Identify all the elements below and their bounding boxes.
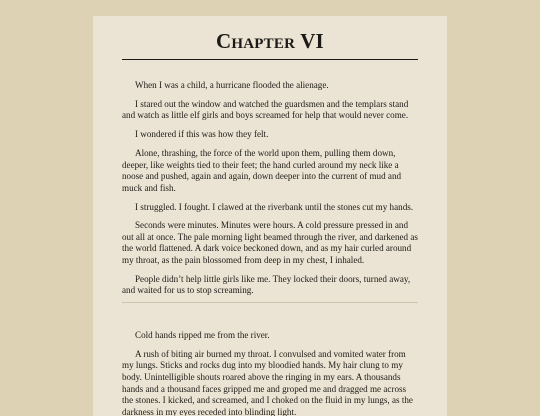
paragraph: People didn’t help little girls like me. They locked their doors, turned away, and waited for us to stop screaming.: [122, 273, 411, 296]
book-page: [93, 16, 447, 416]
paragraph: A rush of biting air burned my throat. I convulsed and vomited water from my lungs. Sticks and rocks dug into my bloodied hands. My hair clung to my body. Unintelligible shouts roared above the ringing in my ears. A thousands hands and a thousand faces gripped me and groped me and dragged me across the stones. I kicked, and screamed, and I choked on the fluid in my lungs, as the darkness in my eyes receded into blinding light.: [122, 348, 413, 416]
chapter-title: Chapter VI: [216, 29, 324, 53]
paragraph: I struggled. I fought. I clawed at the riverbank until the stones cut my hands.: [135, 201, 414, 212]
paragraph: Seconds were minutes. Minutes were hours. A cold pressure pressed in and out all at once. The pale morning light beamed through the river, and darkened as the world flattened. A dark voice beckoned down, and as my hair curled around my throat, as the pain blossomed from deep in my chest, I inhaled.: [122, 220, 418, 266]
paragraph: Alone, thrashing, the force of the world upon them, pulling them down, deeper, like weights tied to their feet; the hand curled around my neck like a noose and pushed, again and again, down deeper into the current of mud and muck and fish.: [122, 147, 402, 193]
scene-break-divider: [122, 302, 418, 303]
section-2-text: [122, 330, 418, 416]
title-underline: [122, 59, 418, 60]
paragraph: Cold hands ripped me from the river.: [135, 330, 270, 340]
paragraph: I wondered if this was how they felt.: [135, 129, 269, 140]
paragraph: I stared out the window and watched the guardsmen and the templars stand and watch as little elf girls and boys screamed for help that would never come.: [122, 98, 409, 121]
section-1-text: [122, 80, 418, 304]
paragraph: When I was a child, a hurricane flooded the alienage.: [135, 80, 329, 90]
